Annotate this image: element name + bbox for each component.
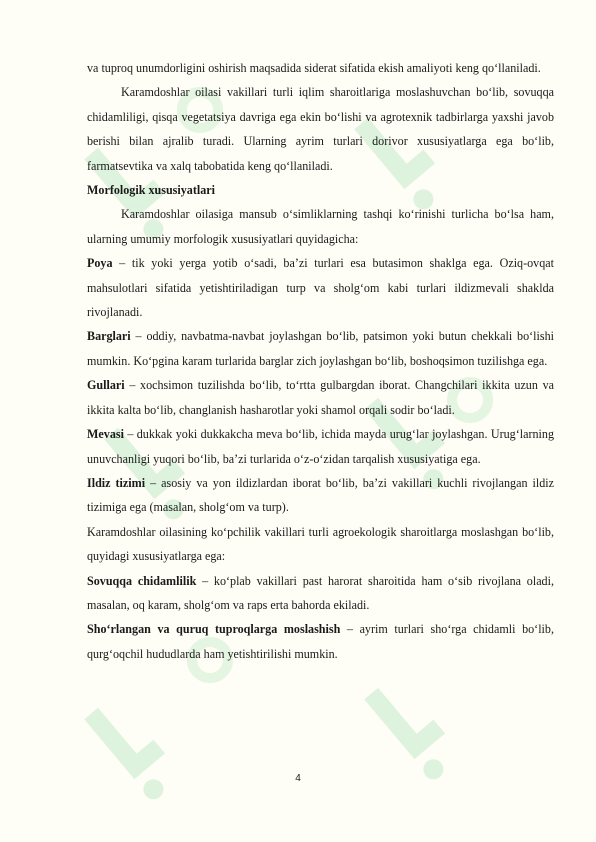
paragraph-leaves	[87, 324, 554, 373]
paragraph-roots	[87, 471, 554, 520]
term-fruit: Mevasi	[87, 427, 124, 442]
bullet-salt-adaptation	[87, 617, 554, 666]
watermark-mark	[363, 674, 465, 784]
document-body	[87, 56, 554, 666]
text-roots: – asosiy va yon ildizlardan iborat bo‘lib, ba’zi vakillari kuchli rivojlangan ildiz tizimiga ega (masalan, sholg‘om va turp).	[87, 475, 555, 515]
text-cold-resistance: – ko‘plab vakillari past harorat sharoitida ham o‘sib rivojlana oladi, masalan, oq karam, sholg‘om va raps erta bahorda ekiladi.	[87, 573, 554, 612]
term-leaves: Barglari	[87, 329, 131, 344]
text-salt-adaptation: – ayrim turlari sho‘rga chidamli bo‘lib, qurg‘oqchil hududlarda ham yetishtirilishi mumkin.	[87, 622, 554, 661]
text-stem: – tik yoki yerga yotib o‘sadi, ba’zi turlari esa butasimon shaklga ega. Oziq-ovqat mahsulotlari sifatida yetishtiriladigan turp va sholg‘om kabi turlari ildizmevali shaklda rivojlanadi.	[87, 256, 554, 320]
term-salt-adaptation: Sho‘rlangan va quruq tuproqlarga moslashish	[87, 622, 341, 637]
term-cold-resistance: Sovuqqa chidamlilik	[87, 573, 197, 588]
paragraph-stem	[87, 251, 554, 324]
paragraph-agroecology: Karamdoshlar oilasining ko‘pchilik vakillari turli agroekologik sharoitlarga moslashgan bo‘lib, quyidagi xususiyatlarga ega:	[87, 524, 554, 564]
watermark-mark	[83, 694, 185, 804]
term-stem: Poya	[87, 256, 113, 271]
paragraph-morphology-intro: Karamdoshlar oilasiga mansub o‘simliklarning tashqi ko‘rinishi turlicha bo‘lsa ham, ularning umumiy morfologik xususiyatlari quyidagicha:	[87, 207, 554, 246]
text-fruit: – dukkak yoki dukkakcha meva bo‘lib, ichida mayda urug‘lar joylashgan. Urug‘larning unuvchanligi yuqori bo‘lib, ba’zi turlarida o‘z-o‘zidan tarqalish xususiyatiga ega.	[87, 427, 554, 466]
page-number: 4	[295, 773, 301, 784]
bullet-cold-resistance	[87, 569, 554, 618]
term-flowers: Gullari	[87, 378, 125, 393]
text-flowers: – xochsimon tuzilishda bo‘lib, to‘rtta gulbargdan iborat. Changchilari ikkita uzun va ikkita kalta bo‘lib, changlanish hasharotlar yoki shamol orqali sodir bo‘ladi.	[87, 378, 554, 417]
paragraph-adaptation: Karamdoshlar oilasi vakillari turli iqlim sharoitlariga moslashuvchan bo‘lib, sovuqqa chidamliligi, qisqa vegetatsiya davriga ega ekin bo‘lishi va agrotexnik tadbirlarga yaxshi javob berishi bilan ajralib turadi. Ularning ayrim turlari dorivor xususiyatlarga ega bo‘lib, farmatsevtika va xalq tabobatida keng qo‘llaniladi.	[87, 85, 554, 173]
paragraph-intro: va tuproq unumdorligini oshirish maqsadida siderat sifatida ekish amaliyoti keng qo‘llaniladi.	[87, 61, 541, 75]
section-heading: Morfologik xususiyatlari	[87, 183, 215, 198]
text-leaves: – oddiy, navbatma-navbat joylashgan bo‘lib, patsimon yoki butun chekkali bo‘lishi mumkin. Ko‘pgina karam turlarida barglar zich joylashgan bo‘lib, boshoqsimon tuzilishga ega.	[87, 329, 554, 368]
paragraph-fruit	[87, 422, 554, 471]
term-roots: Ildiz tizimi	[87, 475, 146, 490]
paragraph-flowers	[87, 373, 554, 422]
